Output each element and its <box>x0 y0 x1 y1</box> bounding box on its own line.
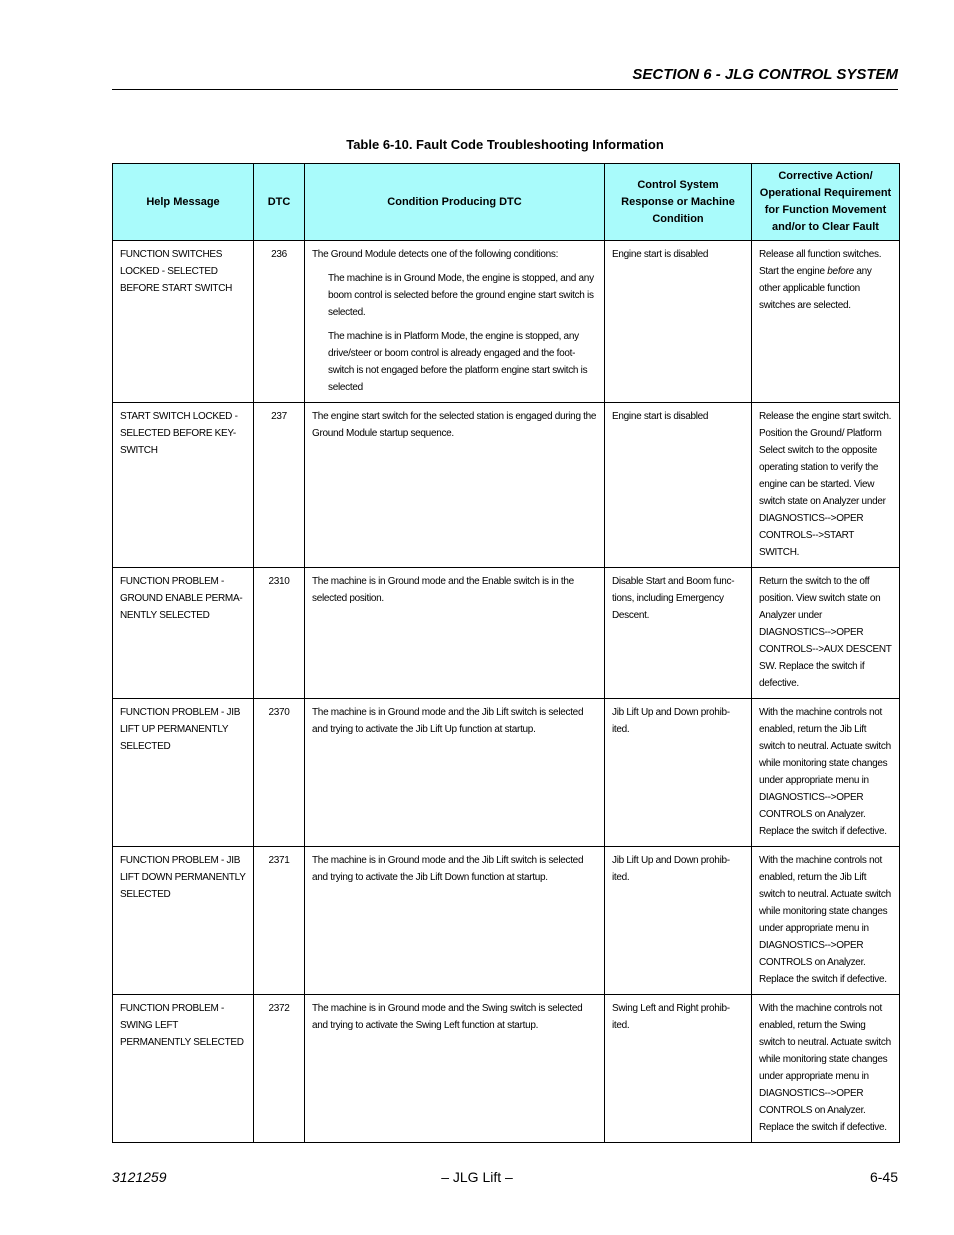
response-cell: Jib Lift Up and Down prohib-ited. <box>605 847 752 995</box>
response-cell: Swing Left and Right prohib-ited. <box>605 995 752 1143</box>
table-row <box>113 403 900 568</box>
help-message-cell: FUNCTION PROBLEM - GROUND ENABLE PERMA-NENTLY SELECTED <box>113 568 254 699</box>
condition-cell <box>305 568 605 699</box>
fault-code-table <box>112 163 900 1143</box>
help-message-cell: START SWITCH LOCKED - SELECTED BEFORE KEY-SWITCH <box>113 403 254 568</box>
corrective-action-cell: Return the switch to the off position. View switch state on Analyzer under DIAGNOSTICS-->OPER CONTROLS-->AUX DESCENT SW. Replace the switch if defective. <box>752 568 900 699</box>
response-cell: Engine start is disabled <box>605 241 752 403</box>
corrective-action-cell <box>752 241 900 403</box>
table-row <box>113 847 900 995</box>
header-rule <box>112 89 898 90</box>
corrective-action-cell: Release the engine start switch. Position the Ground/ Platform Select switch to the opposite operating station to verify the engine can be started. View switch state on Analyzer under DIAGNOSTICS-->OPER CONTROLS-->START SWITCH. <box>752 403 900 568</box>
table-caption: Table 6-10. Fault Code Troubleshooting Information <box>346 137 664 152</box>
condition-cell <box>305 995 605 1143</box>
condition-text: The machine is in Ground mode and the Enable switch is in the selected position. <box>312 576 574 604</box>
condition-cell <box>305 241 605 403</box>
help-message-cell: FUNCTION PROBLEM - SWING LEFT PERMANENTLY SELECTED <box>113 995 254 1143</box>
table-row <box>113 241 900 403</box>
table-row <box>113 995 900 1143</box>
column-header-help-message: Help Message <box>113 164 254 241</box>
response-cell: Engine start is disabled <box>605 403 752 568</box>
corrective-action-cell: With the machine controls not enabled, return the Jib Lift switch to neutral. Actuate switch while monitoring state changes under appropriate menu in DIAGNOSTICS-->OPER CONTROLS on Analyzer. Replace the switch if defective. <box>752 847 900 995</box>
column-header-dtc: DTC <box>254 164 305 241</box>
column-header-response: Control System Response or Machine Condition <box>605 164 752 241</box>
response-cell: Disable Start and Boom func-tions, including Emergency Descent. <box>605 568 752 699</box>
response-cell: Jib Lift Up and Down prohib-ited. <box>605 699 752 847</box>
action-emphasis: before <box>827 266 854 277</box>
condition-cell <box>305 699 605 847</box>
dtc-cell: 2372 <box>254 995 305 1143</box>
column-header-corrective-action: Corrective Action/ Operational Requirement for Function Movement and/or to Clear Fault <box>752 164 900 241</box>
condition-cell <box>305 403 605 568</box>
help-message-cell: FUNCTION PROBLEM - JIB LIFT DOWN PERMANENTLY SELECTED <box>113 847 254 995</box>
condition-text: The machine is in Ground mode and the Jib Lift switch is selected and trying to activate the Jib Lift Down function at startup. <box>312 855 584 883</box>
table-header-row <box>113 164 900 241</box>
dtc-cell: 237 <box>254 403 305 568</box>
action-text: Release all function switches. Start the engine <box>759 249 882 277</box>
page-number: 6-45 <box>869 1169 898 1185</box>
help-message-cell: FUNCTION PROBLEM - JIB LIFT UP PERMANENTLY SELECTED <box>113 699 254 847</box>
condition-cell <box>305 847 605 995</box>
action-text: any other applicable function switches are selected. <box>759 266 872 311</box>
section-title: SECTION 6 - JLG CONTROL SYSTEM <box>632 66 898 83</box>
dtc-cell: 2371 <box>254 847 305 995</box>
condition-text: The Ground Module detects one of the following conditions: <box>312 249 559 260</box>
column-header-condition: Condition Producing DTC <box>305 164 605 241</box>
condition-subitem: The machine is in Ground Mode, the engine is stopped, and any boom control is selected before the ground engine start switch is selected. <box>328 273 594 318</box>
condition-text: The machine is in Ground mode and the Jib Lift switch is selected and trying to activate the Jib Lift Up function at startup. <box>312 707 584 735</box>
condition-text: The machine is in Ground mode and the Swing switch is selected and trying to activate the Swing Left function at startup. <box>312 1003 583 1031</box>
condition-subitem: The machine is in Platform Mode, the engine is stopped, any drive/steer or boom control is already engaged and the foot-switch is not engaged before the platform engine start switch is selected <box>328 331 588 393</box>
help-message-cell: FUNCTION SWITCHES LOCKED - SELECTED BEFORE START SWITCH <box>113 241 254 403</box>
dtc-cell: 236 <box>254 241 305 403</box>
corrective-action-cell: With the machine controls not enabled, return the Jib Lift switch to neutral. Actuate switch while monitoring state changes under appropriate menu in DIAGNOSTICS-->OPER CONTROLS on Analyzer. Replace the switch if defective. <box>752 699 900 847</box>
corrective-action-cell: With the machine controls not enabled, return the Swing switch to neutral. Actuate switch while monitoring state changes under appropriate menu in DIAGNOSTICS-->OPER CONTROLS on Analyzer. Replace the switch if defective. <box>752 995 900 1143</box>
table-row <box>113 568 900 699</box>
dtc-cell: 2310 <box>254 568 305 699</box>
dtc-cell: 2370 <box>254 699 305 847</box>
condition-text: The engine start switch for the selected station is engaged during the Ground Module startup sequence. <box>312 411 597 439</box>
table-row <box>113 699 900 847</box>
footer-brand: – JLG Lift – <box>441 1169 513 1185</box>
document-number: 3121259 <box>112 1169 167 1185</box>
